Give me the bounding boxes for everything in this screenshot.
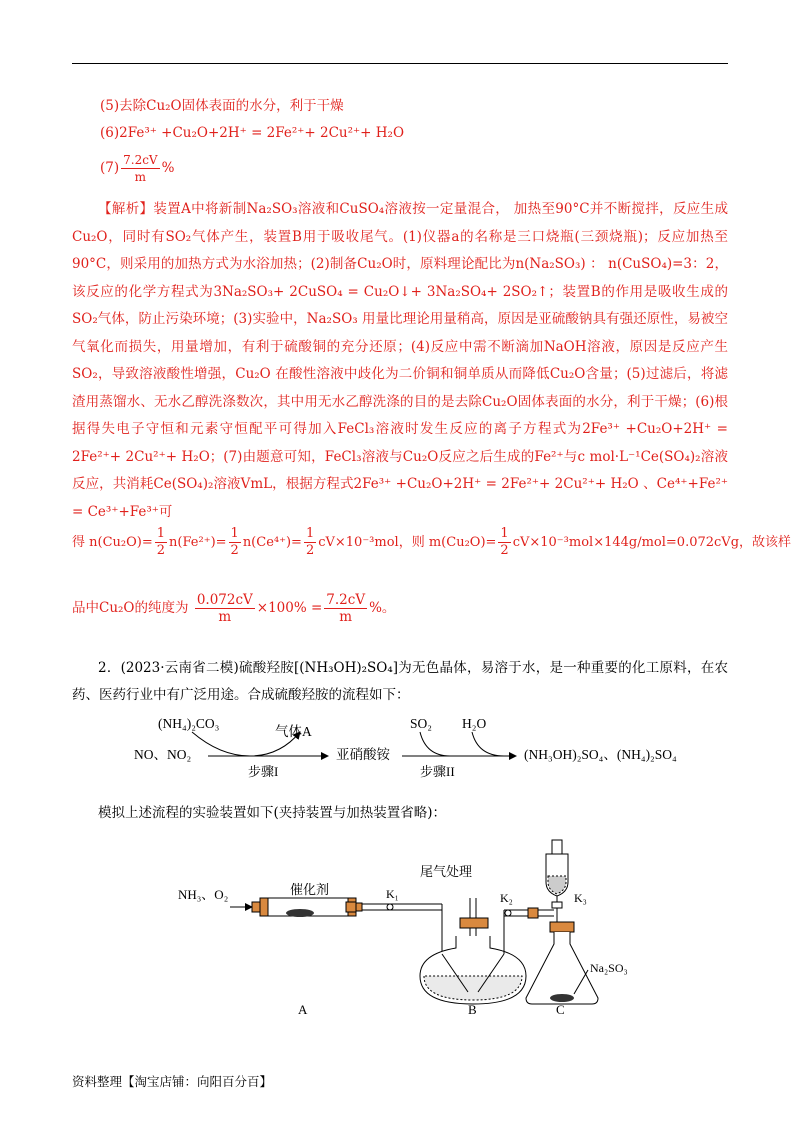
valve-k1-icon xyxy=(387,904,393,910)
answer-6: (6)2Fe³⁺ +Cu₂O+2H⁺ = 2Fe²⁺+ 2Cu²⁺+ H₂O xyxy=(100,125,405,141)
analysis-equation-1 xyxy=(72,526,791,559)
apparatus-c-flask xyxy=(526,840,598,1004)
eq2-den1: m xyxy=(218,609,232,625)
valve-k3-label: K₃ xyxy=(574,891,587,905)
apparatus-reagent-label: Na₂SO₃ xyxy=(590,961,628,975)
flow-curve-3 xyxy=(472,732,504,756)
answer-7-suffix: % xyxy=(161,160,175,176)
apparatus-feed-label: NH₃、O₂ xyxy=(178,887,229,902)
half-den: 2 xyxy=(230,543,239,558)
footer-text: 资料整理【淘宝店铺：向阳百分百】 xyxy=(72,1074,273,1089)
answer-7-prefix: (7) xyxy=(100,160,120,176)
flow-step-2: 步骤II xyxy=(420,764,455,779)
eq1-term-f: cV×10⁻³mol×144g/mol=0.072cVg xyxy=(512,535,740,550)
eq2-end: 。 xyxy=(381,600,396,616)
apparatus-catalyst-label: 催化剂 xyxy=(290,882,330,897)
half-den: 2 xyxy=(305,543,315,558)
catalyst-pile xyxy=(286,909,314,917)
flow-middle: 亚硝酸铵 xyxy=(336,747,390,762)
analysis-label: 【解析】 xyxy=(98,201,154,217)
flow-curve-2 xyxy=(420,732,450,756)
eq2-num2: 7.2cV xyxy=(326,592,366,608)
eq1-term-b: n(Fe²⁺)= xyxy=(169,535,227,550)
valve-k2-icon xyxy=(505,910,511,916)
eq1-term-c: n(Ce⁴⁺)= xyxy=(242,535,302,550)
connector-a xyxy=(346,902,356,912)
eq2-den2: m xyxy=(339,609,353,625)
connector-b-c xyxy=(528,908,538,918)
eq1-term-d: cV×10⁻³mol，则 xyxy=(318,535,425,550)
half-num: 1 xyxy=(156,526,166,541)
flow-step-1: 步骤I xyxy=(248,764,279,779)
eq2-mid: ×100% = xyxy=(256,600,323,616)
eq2-suffix: % xyxy=(369,600,382,616)
header-rule xyxy=(72,63,728,64)
eq2-num1: 0.072cV xyxy=(196,592,253,608)
flow-reagent-1: (NH₄)₂CO₃ xyxy=(158,716,220,731)
flow-reagent-3: H₂O xyxy=(462,716,487,731)
analysis-equation-2 xyxy=(72,592,395,625)
eq1-term-a: n(Cu₂O)= xyxy=(89,535,153,550)
half-den: 2 xyxy=(156,543,166,558)
answer-7-denominator: m xyxy=(134,170,147,184)
answer-7 xyxy=(100,152,174,185)
synthesis-flow-diagram xyxy=(120,710,720,780)
eq1-term-g: ，故该样 xyxy=(739,535,792,550)
eq2-prefix: 品中Cu₂O的纯度为 xyxy=(72,600,189,616)
flow-start: NO、NO₂ xyxy=(134,747,192,762)
half-num: 1 xyxy=(305,526,315,541)
apparatus-diagram xyxy=(170,836,670,1016)
apparatus-label-c: C xyxy=(556,1002,565,1016)
apparatus-intro: 模拟上述流程的实验装置如下(夹持装置与加热装置省略)： xyxy=(98,805,447,821)
flow-product: (NH₃OH)₂SO₄、(NH₄)₂SO₄ xyxy=(524,747,677,762)
apparatus-label-a: A xyxy=(298,1002,308,1016)
apparatus-label-b: B xyxy=(468,1002,477,1016)
eq1-prefix: 得 xyxy=(72,535,86,550)
valve-k1-label: K₁ xyxy=(386,887,399,901)
half-den: 2 xyxy=(500,543,509,558)
half-num: 1 xyxy=(230,526,239,541)
answer-5: (5)去除Cu₂O固体表面的水分，利于干燥 xyxy=(100,98,344,114)
half-num: 1 xyxy=(500,526,509,541)
flow-gas-a: 气体A xyxy=(275,724,312,739)
analysis-paragraph xyxy=(72,196,728,526)
eq1-term-e: m(Cu₂O)= xyxy=(428,535,497,550)
flow-reagent-2: SO₂ xyxy=(410,716,432,731)
analysis-body: 装置A中将新制Na₂SO₃溶液和CuSO₄溶液按一定量混合， 加热至90°C并不断搅拌，反应生成Cu₂O，同时有SO₂气体产生，装置B用于吸收尾气。(1)仪器a的名称是三口烧瓶(三颈烧瓶)；反应加热至90°C，则采用的加热方式为水浴加热；(2)制备Cu₂O时，原料理论配比为n(Na₂SO₃) ： n(CuSO₄)=3：2，该反应的化学方程式为3Na₂SO₃+ 2CuSO₄ = Cu₂O↓+ 3Na₂SO₄+ 2SO₂↑；装置B的作用是吸收生成的 SO₂气体，防止污染环境；(3)实验中，Na₂SO₃ 用量比理论用量稍高，原因是亚硫酸钠具有强还原性，易被空气氧化而损失，用量增加，有利于硫酸铜的充分还原；(4)反应中需不断滴加NaOH溶液，原因是反应产生SO₂，导致溶液酸性增强，Cu₂O 在酸性溶液中歧化为二价铜和铜单质从而降低Cu₂O含量；(5)过滤后，将滤渣用蒸馏水、无水乙醇洗涤数次，其中用无水乙醇洗涤的目的是去除Cu₂O固体表面的水分，利于干燥；(6)根据得失电子守恒和元素守恒配平可得加入FeCl₃溶液时发生反应的离子方程式为2Fe³⁺ +Cu₂O+2H⁺ = 2Fe²⁺+ 2Cu²⁺+ H₂O；(7)由题意可知，FeCl₃溶液与Cu₂O反应之后生成的Fe²⁺与c mol·L⁻¹Ce(SO₄)₂溶液反应，共消耗Ce(SO₄)₂溶液VmL，根据方程式2Fe³⁺ +Cu₂O+2H⁺ = 2Fe²⁺+ 2Cu²⁺+ H₂O 、Ce⁴⁺+Fe²⁺ = Ce³⁺+Fe³⁺可 xyxy=(72,201,728,520)
question-2-text: 2．(2023·云南省二模)硫酸羟胺[(NH₃OH)₂SO₄]为无色晶体，易溶于水，是一种重要的化工原料，在农药、医药行业中有广泛用途。合成硫酸羟胺的流程如下： xyxy=(72,660,728,703)
valve-k2-label: K₂ xyxy=(500,891,513,905)
apparatus-tail-label: 尾气处理 xyxy=(420,864,473,879)
answer-7-numerator: 7.2cV xyxy=(123,153,158,167)
flow-curve-in-1 xyxy=(192,732,250,756)
na2so3-pile xyxy=(550,994,574,1002)
